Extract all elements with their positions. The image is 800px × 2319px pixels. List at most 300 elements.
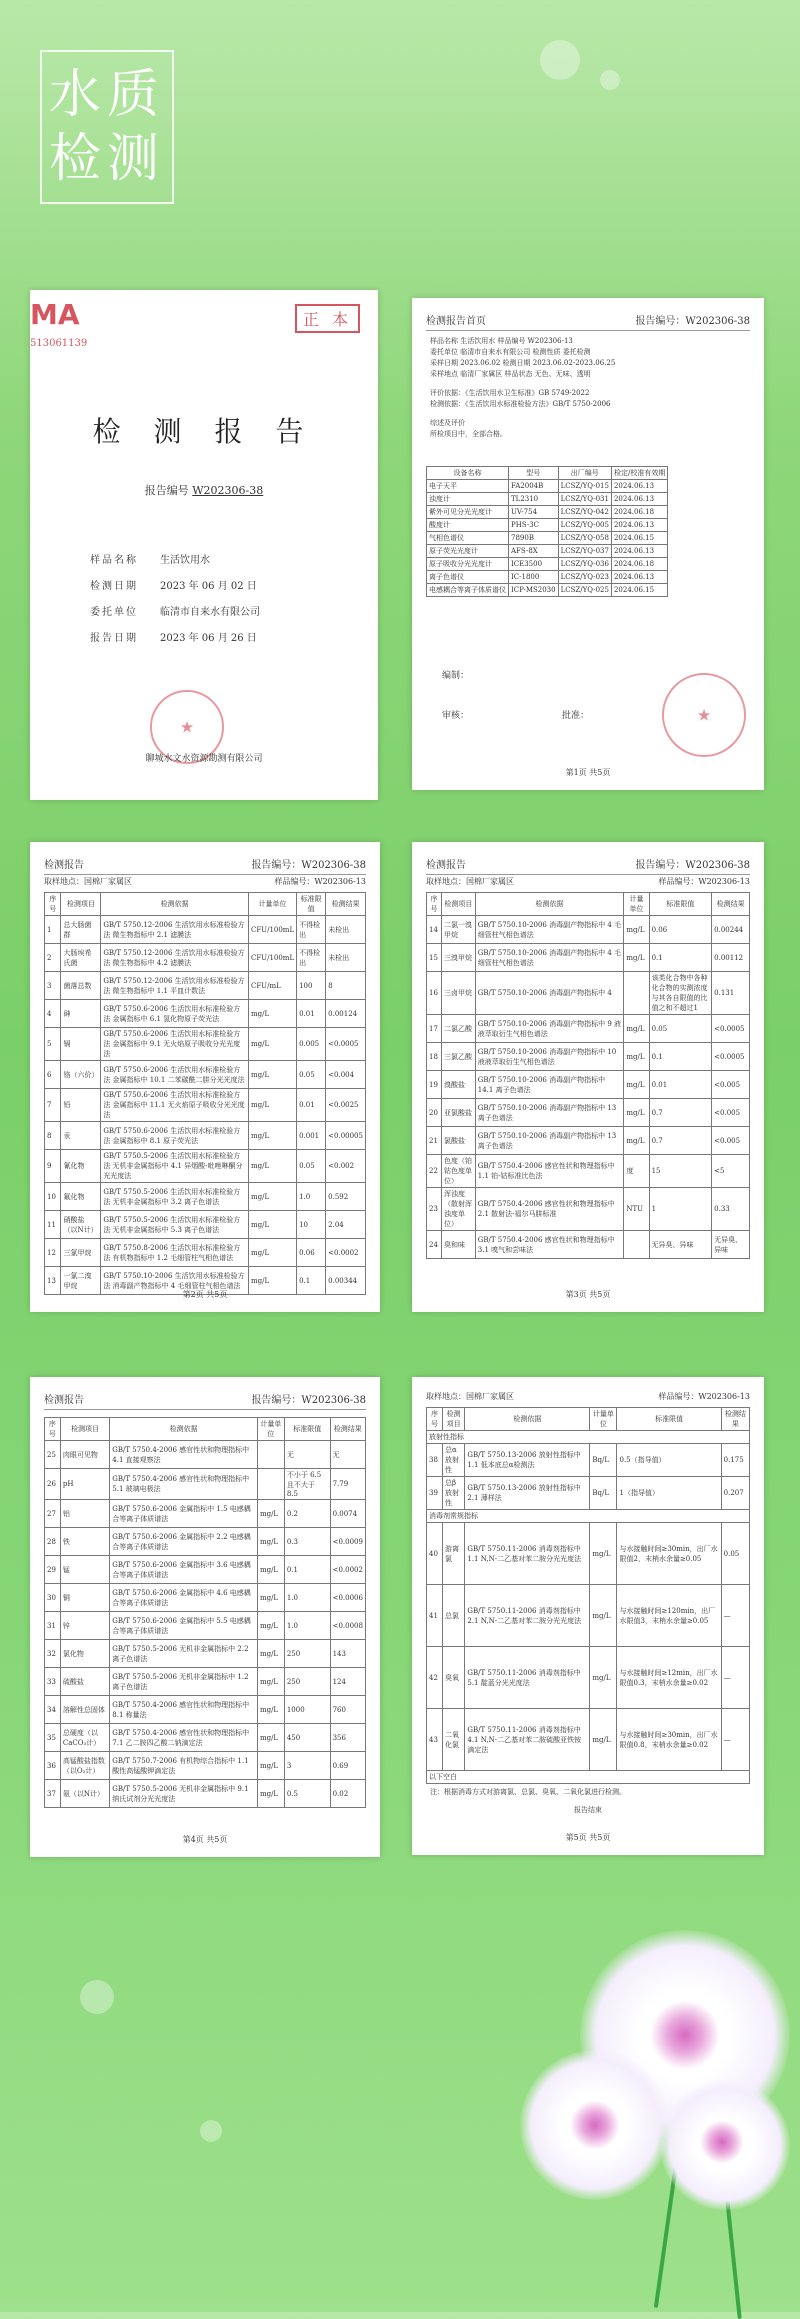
page-number: 第5页 共5页	[565, 1833, 611, 1842]
table-cell: mg/L	[257, 1780, 284, 1808]
table-cell: 原子荧光光度计	[427, 545, 509, 558]
table-cell: 4	[45, 1000, 61, 1028]
table-cell: 39	[427, 1477, 443, 1510]
table-cell: 34	[45, 1696, 61, 1724]
table-cell: <0.005	[712, 1099, 750, 1127]
table-cell: 总β放射性	[442, 1477, 464, 1510]
header-left: 检测报告	[44, 860, 84, 871]
table-row	[45, 1469, 366, 1500]
table-cell: GB/T 5750.7-2006 有机物综合指标中 1.1 酸性高锰酸钾滴定法	[110, 1752, 258, 1780]
table-cell: 0.06	[649, 916, 712, 944]
table-cell: <0.004	[326, 1061, 366, 1089]
cma-number: 513061139	[30, 338, 88, 349]
table-cell: 0.3	[284, 1528, 330, 1556]
table-cell: mg/L	[248, 1061, 296, 1089]
title-line1: 水质	[48, 65, 165, 125]
table-cell: 2024.06.13	[611, 571, 667, 584]
table-cell: LCSZ/YQ-015	[558, 480, 611, 493]
table-cell: —	[721, 1647, 749, 1709]
table-row	[45, 944, 366, 972]
table-cell: GB/T 5750.6-2006 生活饮用水标准检验方法 金属指标中 10.1 二苯碳酰二肼分光光度法	[101, 1061, 249, 1089]
table-row	[427, 1127, 750, 1155]
table-cell: 356	[330, 1724, 365, 1752]
table-cell	[624, 972, 649, 1015]
table-header: 标准限值	[284, 1418, 330, 1441]
cover-info-row	[90, 574, 260, 600]
table-cell: GB/T 5750.5-2006 生活饮用水标准检验方法 无机非金属指标中 3.2 离子色谱法	[101, 1183, 249, 1211]
table-cell: 0.1	[649, 1043, 712, 1071]
table-cell: mg/L	[257, 1696, 284, 1724]
table-cell: 0.33	[712, 1188, 750, 1231]
table-cell: pH	[60, 1469, 109, 1500]
table-cell: 0.5	[284, 1780, 330, 1808]
table-cell: —	[721, 1585, 749, 1647]
equipment-body	[427, 480, 668, 597]
sub-left: 取样地点：国棉厂家属区	[426, 877, 514, 886]
table-cell: 镉	[61, 1028, 101, 1061]
table-cell: 溶解性总固体	[60, 1696, 109, 1724]
table-cell: mg/L	[248, 1267, 296, 1295]
table-cell: Bq/L	[590, 1444, 617, 1477]
table-row	[45, 1000, 366, 1028]
table-cell: 不得检出	[297, 944, 326, 972]
table-cell: 13	[45, 1267, 61, 1295]
table-cell: LCSZ/YQ-025	[558, 584, 611, 597]
table-row	[427, 519, 668, 532]
table-cell: GB/T 5750.5-2006 生活饮用水标准检验方法 无机非金属指标中 5.3 离子色谱法	[101, 1211, 249, 1239]
table-cell: LCSZ/YQ-031	[558, 493, 611, 506]
table-cell: 0.05	[649, 1015, 712, 1043]
table-header: 计量单位	[257, 1418, 284, 1441]
table-header: 标准限值	[649, 893, 712, 916]
table-cell: 33	[45, 1668, 61, 1696]
table-cell: 3	[284, 1752, 330, 1780]
table-cell	[624, 1231, 649, 1259]
cover-info-row	[90, 626, 260, 652]
table-row	[427, 1647, 750, 1709]
table-cell: 23	[427, 1188, 442, 1231]
table-cell: 28	[45, 1528, 61, 1556]
table-row	[427, 1444, 750, 1477]
table-row	[427, 1188, 750, 1231]
table-cell: GB/T 5750.4-2006 感官性状和物理指标中 8.1 称量法	[110, 1696, 258, 1724]
table-cell: 1000	[284, 1696, 330, 1724]
section-label: 消毒剂常规指标	[427, 1510, 750, 1523]
table-header: 检测项目	[441, 893, 475, 916]
table-cell: <0.005	[712, 1071, 750, 1099]
table-cell: 铜	[60, 1584, 109, 1612]
table-cell: 0.131	[712, 972, 750, 1015]
table-cell: mg/L	[257, 1556, 284, 1584]
table-header-row	[45, 1418, 366, 1441]
table-cell: 1（指导值）	[617, 1477, 721, 1510]
table-cell: 18	[427, 1043, 442, 1071]
bubble-decoration	[600, 70, 620, 90]
table-cell: LCSZ/YQ-036	[558, 558, 611, 571]
info-key: 检测日期	[90, 581, 138, 592]
table-cell: GB/T 5750.10-2006 消毒副产物指标中 13 离子色谱法	[475, 1099, 624, 1127]
table-row	[45, 1441, 366, 1469]
table-cell: —	[721, 1709, 749, 1771]
table-header: 出厂编号	[558, 467, 611, 480]
table-row	[45, 1780, 366, 1808]
table-header: 序号	[45, 1418, 61, 1441]
table-cell: 氯酸盐	[441, 1127, 475, 1155]
table-header: 检测结果	[721, 1408, 749, 1431]
table-cell: 0.175	[721, 1444, 749, 1477]
table-header: 计量单位	[624, 893, 649, 916]
table-row	[427, 1585, 750, 1647]
table-header: 序号	[427, 1408, 443, 1431]
table-cell	[257, 1469, 284, 1500]
table-cell: 3	[45, 972, 61, 1000]
table-cell: 硫酸盐	[60, 1668, 109, 1696]
header-right: 报告编号：W202306-38	[251, 860, 366, 871]
table-cell: UV-754	[509, 506, 559, 519]
table-cell: 2024.06.18	[611, 506, 667, 519]
table-row	[427, 558, 668, 571]
sign-approver: 批准：	[562, 711, 590, 721]
table-cell: mg/L	[257, 1528, 284, 1556]
table-cell: 19	[427, 1071, 442, 1099]
conclusion: 所检项目中，全部合格。	[430, 430, 507, 438]
bubble-decoration	[540, 40, 580, 80]
section-row	[427, 1510, 750, 1523]
page-number: 第1页 共5页	[565, 768, 611, 777]
table-cell: mg/L	[257, 1668, 284, 1696]
table-cell: AFS-8X	[509, 545, 559, 558]
cover-info-row	[90, 548, 260, 574]
table-cell: 31	[45, 1612, 61, 1640]
table-row	[45, 1089, 366, 1122]
table-cell: GB/T 5750.5-2006 无机非金属指标中 1.2 离子色谱法	[110, 1668, 258, 1696]
report-cover-page	[30, 290, 378, 800]
table-cell: 7	[45, 1089, 61, 1122]
sample-info	[430, 336, 615, 440]
table-cell: 未检出	[326, 916, 366, 944]
title-banner	[40, 50, 174, 204]
table-cell: 2024.06.15	[611, 532, 667, 545]
table-cell: GB/T 5750.6-2006 生活饮用水标准检验方法 金属指标中 6.1 氢化物原子荧光法	[101, 1000, 249, 1028]
table-cell: 250	[284, 1668, 330, 1696]
table-cell: 0.01	[297, 1089, 326, 1122]
header-left: 检测报告首页	[426, 316, 486, 327]
table-cell: 紫外可见分光光度计	[427, 506, 509, 519]
results-table	[44, 892, 366, 1295]
table-cell: GB/T 5750.4-2006 感官性状和物理指标中 5.1 玻璃电极法	[110, 1469, 258, 1500]
table-cell: 0.01	[649, 1071, 712, 1099]
table-cell: 10	[297, 1211, 326, 1239]
table-cell: 0.1	[297, 1267, 326, 1295]
header-left: 检测报告	[44, 1395, 84, 1406]
table-header-row	[427, 1408, 750, 1431]
report-no-label: 报告编号	[144, 484, 189, 497]
table-cell: 氟化物	[61, 1183, 101, 1211]
table-cell: mg/L	[248, 1000, 296, 1028]
table-cell: 肉眼可见物	[60, 1441, 109, 1469]
section-label: 以下空白	[427, 1771, 750, 1784]
table-cell: IC-1800	[509, 571, 559, 584]
table-cell: ICP-MS2030	[509, 584, 559, 597]
table-row	[427, 1709, 750, 1771]
table-cell: 42	[427, 1647, 443, 1709]
table-cell: GB/T 5750.10-2006 消毒副产物指标中 13 离子色谱法	[475, 1127, 624, 1155]
table-cell: GB/T 5750.6-2006 金属指标中 5.5 电感耦合等离子体质谱法	[110, 1612, 258, 1640]
sign-compiler: 编制：	[442, 671, 470, 681]
table-cell: 与水接触时间≥30min，出厂水限值0.8，末梢水余量≥0.02	[617, 1709, 721, 1771]
table-header: 计量单位	[248, 893, 296, 916]
table-cell: 14	[427, 916, 442, 944]
table-cell: 2	[45, 944, 61, 972]
table-row	[45, 1640, 366, 1668]
evaluation-basis: 评价依据：《生活饮用水卫生标准》GB 5749-2022	[430, 389, 590, 397]
table-cell: mg/L	[257, 1752, 284, 1780]
table-cell: 大肠埃希氏菌	[61, 944, 101, 972]
table-row	[45, 1122, 366, 1150]
table-cell: 32	[45, 1640, 61, 1668]
table-cell: 硝酸盐（以N计）	[61, 1211, 101, 1239]
report-page-3	[412, 842, 764, 1312]
table-cell: 一氯二溴甲烷	[61, 1267, 101, 1295]
table-cell: GB/T 5750.4-2006 感官性状和物理指标中 2.1 散射法-福尔马肼标准	[475, 1188, 624, 1231]
table-row	[45, 1528, 366, 1556]
table-cell: 0.7	[649, 1127, 712, 1155]
table-cell: 0.05	[297, 1150, 326, 1183]
table-cell: mg/L	[590, 1647, 617, 1709]
table-cell: 与水接触时间≥120min，出厂水限值3，末梢水余量≥0.05	[617, 1585, 721, 1647]
table-cell: LCSZ/YQ-058	[558, 532, 611, 545]
table-cell: <0.0025	[326, 1089, 366, 1122]
table-cell: mg/L	[624, 916, 649, 944]
table-cell: 15	[427, 944, 442, 972]
info-line: 采样日期 2023.06.02 检测日期 2023.06.02-2023.06.25	[430, 359, 616, 367]
table-cell: 0.02	[330, 1780, 365, 1808]
table-cell: 0.592	[326, 1183, 366, 1211]
header-right: 报告编号：W202306-38	[251, 1395, 366, 1406]
table-row	[45, 1752, 366, 1780]
table-cell: 0.00344	[326, 1267, 366, 1295]
table-cell: GB/T 5750.11-2006 消毒剂指标中 1.1 N,N-二乙基对苯二胺分光光度法	[465, 1523, 590, 1585]
info-key: 委托单位	[90, 607, 138, 618]
table-row	[427, 493, 668, 506]
table-row	[427, 1071, 750, 1099]
table-cell: GB/T 5750.10-2006 消毒副产物指标中 9 液液萃取衍生气相色谱法	[475, 1015, 624, 1043]
results-table	[44, 1417, 366, 1808]
table-cell: 41	[427, 1585, 443, 1647]
table-cell: 无异臭、异味	[649, 1231, 712, 1259]
table-header: 检测结果	[712, 893, 750, 916]
table-cell: 2024.06.18	[611, 558, 667, 571]
table-row	[45, 1211, 366, 1239]
table-cell: 总大肠菌群	[61, 916, 101, 944]
table-cell: 总硬度（以CaCO₃计）	[60, 1724, 109, 1752]
table-cell: <0.005	[712, 1127, 750, 1155]
table-row	[45, 1061, 366, 1089]
flower-center	[570, 2100, 620, 2150]
table-cell: 0.7	[649, 1099, 712, 1127]
table-cell: <0.002	[326, 1150, 366, 1183]
table-cell: 度	[624, 1155, 649, 1188]
table-cell: GB/T 5750.4-2006 感官性状和物理指标中 4.1 直接观察法	[110, 1441, 258, 1469]
table-row	[427, 1099, 750, 1127]
table-cell: mg/L	[248, 1089, 296, 1122]
table-cell: 该类化合物中各种化合物的实测浓度与其各自限值的比值之和不超过1	[649, 972, 712, 1015]
table-row	[45, 1239, 366, 1267]
table-cell: GB/T 5750.4-2006 感官性状和物理指标中 3.1 嗅气和尝味法	[475, 1231, 624, 1259]
table-row	[427, 532, 668, 545]
table-cell: 15	[649, 1155, 712, 1188]
table-cell: 菌落总数	[61, 972, 101, 1000]
sub-left: 取样地点：国棉厂家属区	[426, 1392, 514, 1401]
table-cell: 35	[45, 1724, 61, 1752]
table-cell: 不小于 6.5 且不大于 8.5	[284, 1469, 330, 1500]
table-cell: 16	[427, 972, 442, 1015]
table-cell: 0.69	[330, 1752, 365, 1780]
table-cell: 色度（铂钴色度单位）	[441, 1155, 475, 1188]
table-row	[45, 1183, 366, 1211]
table-header: 检测项目	[61, 893, 101, 916]
table-cell: 5	[45, 1028, 61, 1061]
table-cell: 原子吸收分光光度计	[427, 558, 509, 571]
table-cell: mg/L	[590, 1709, 617, 1771]
table-cell: 二氯乙酸	[441, 1015, 475, 1043]
table-cell: GB/T 5750.12-2006 生活饮用水标准检验方法 微生物指标中 2.1 滤膜法	[101, 916, 249, 944]
table-cell: 汞	[61, 1122, 101, 1150]
table-cell: GB/T 5750.12-2006 生活饮用水标准检验方法 微生物指标中 1.1 平皿计数法	[101, 972, 249, 1000]
header-right: 报告编号：W202306-38	[635, 860, 750, 871]
table-cell: <0.0006	[330, 1584, 365, 1612]
table-cell: GB/T 5750.10-2006 消毒副产物指标中 4	[475, 972, 624, 1015]
table-cell: 40	[427, 1523, 443, 1585]
table-cell: 43	[427, 1709, 443, 1771]
table-cell: <0.0005	[712, 1043, 750, 1071]
original-stamp: 正 本	[295, 304, 360, 333]
table-cell: PHS-3C	[509, 519, 559, 532]
table-cell: 0.5（指导值）	[617, 1444, 721, 1477]
table-cell: 二氯一溴甲烷	[441, 916, 475, 944]
table-cell: mg/L	[248, 1122, 296, 1150]
table-row	[45, 1556, 366, 1584]
report-end: 报告结束	[574, 1806, 602, 1814]
table-cell: 臭氧	[442, 1647, 464, 1709]
table-cell: <0.00005	[326, 1122, 366, 1150]
table-cell: 37	[45, 1780, 61, 1808]
title-line2: 检测	[48, 129, 165, 189]
table-cell: GB/T 5750.6-2006 金属指标中 1.5 电感耦合等离子体质谱法	[110, 1500, 258, 1528]
table-cell: 砷	[61, 1000, 101, 1028]
table-cell: CFU/100mL	[248, 944, 296, 972]
table-cell: 100	[297, 972, 326, 1000]
table-cell: 浑浊度（散射浑浊度单位）	[441, 1188, 475, 1231]
section-label: 放射性指标	[427, 1431, 750, 1444]
bubble-decoration	[80, 1980, 114, 2014]
table-cell: 2024.06.13	[611, 519, 667, 532]
table-cell: GB/T 5750.10-2006 生活饮用水标准检验方法 消毒副产物指标中 4 毛细管柱气相色谱法	[101, 1267, 249, 1295]
table-row	[427, 1043, 750, 1071]
cover-company: 聊城水文水资源勘测有限公司	[145, 754, 263, 764]
table-header: 检测依据	[465, 1408, 590, 1431]
table-cell: 0.00112	[712, 944, 750, 972]
table-cell: 臭和味	[441, 1231, 475, 1259]
table-row	[427, 916, 750, 944]
table-cell: GB/T 5750.10-2006 消毒副产物指标中 14.1 离子色谱法	[475, 1071, 624, 1099]
table-cell: 2024.06.13	[611, 493, 667, 506]
table-cell: 1	[649, 1188, 712, 1231]
table-cell: 电子天平	[427, 480, 509, 493]
table-row	[45, 916, 366, 944]
table-cell: 8	[326, 972, 366, 1000]
table-cell: <0.0009	[330, 1528, 365, 1556]
table-row	[427, 1477, 750, 1510]
table-cell: 450	[284, 1724, 330, 1752]
table-cell: 二氧化氯	[442, 1709, 464, 1771]
table-cell: GB/T 5750.5-2006 无机非金属指标中 9.1 纳氏试剂分光光度法	[110, 1780, 258, 1808]
page-subheader	[44, 876, 366, 887]
info-line: 采样地点 临清厂家属区 样品状态 无色、无味、透明	[430, 370, 591, 378]
table-cell: 未检出	[326, 944, 366, 972]
table-cell: 游离氯	[442, 1523, 464, 1585]
table-cell: 铁	[60, 1528, 109, 1556]
table-cell: GB/T 5750.13-2006 放射性指标中 1.1 低本底总α检测法	[465, 1444, 590, 1477]
table-cell: 浊度计	[427, 493, 509, 506]
table-cell: 无	[284, 1441, 330, 1469]
table-cell: 7.79	[330, 1469, 365, 1500]
cover-title: 检 测 报 告	[92, 415, 316, 448]
table-row	[427, 506, 668, 519]
table-cell: LCSZ/YQ-042	[558, 506, 611, 519]
table-cell: ICE3500	[509, 558, 559, 571]
table-header: 序号	[45, 893, 61, 916]
table-cell: 7890B	[509, 532, 559, 545]
table-cell: TL2310	[509, 493, 559, 506]
table-cell: 22	[427, 1155, 442, 1188]
table-cell: 铝	[60, 1500, 109, 1528]
table-header: 标准限值	[617, 1408, 721, 1431]
table-cell: 24	[427, 1231, 442, 1259]
header-right: 报告编号：W202306-38	[635, 316, 750, 327]
table-cell: <0.0002	[326, 1239, 366, 1267]
cover-report-number	[30, 482, 378, 498]
table-cell: FA2004B	[509, 480, 559, 493]
table-cell: CFU/100mL	[248, 916, 296, 944]
table-cell: NTU	[624, 1188, 649, 1231]
table-cell: 1.0	[284, 1612, 330, 1640]
table-cell: 1	[45, 916, 61, 944]
table-cell: GB/T 5750.6-2006 金属指标中 4.6 电感耦合等离子体质谱法	[110, 1584, 258, 1612]
sign-reviewer: 审核：	[442, 711, 470, 721]
info-value: 生活饮用水	[160, 555, 210, 566]
info-line: 委托单位 临清市自来水有限公司 检测性质 委托检测	[430, 348, 591, 356]
table-cell: 0.00124	[326, 1000, 366, 1028]
table-cell: GB/T 5750.5-2006 无机非金属指标中 2.2 离子色谱法	[110, 1640, 258, 1668]
table-cell: 0.1	[649, 944, 712, 972]
table-header: 设备名称	[427, 467, 509, 480]
table-row	[427, 1155, 750, 1188]
table-cell: mg/L	[257, 1612, 284, 1640]
table-cell: mg/L	[257, 1500, 284, 1528]
table-cell: GB/T 5750.11-2006 消毒剂指标中 4.1 N,N-二乙基对苯二胺硫酸亚铁铵滴定法	[465, 1709, 590, 1771]
table-cell: 与水接触时间≥30min，出厂水限值2，末梢水余量≥0.05	[617, 1523, 721, 1585]
table-cell: 29	[45, 1556, 61, 1584]
table-cell: GB/T 5750.10-2006 消毒副产物指标中 4 毛细管柱气相色谱法	[475, 916, 624, 944]
table-row	[427, 584, 668, 597]
table-cell: mg/L	[257, 1724, 284, 1752]
table-header: 标准限值	[297, 893, 326, 916]
sub-right: 样品编号：W202306-13	[274, 877, 366, 886]
table-cell: 2024.06.13	[611, 545, 667, 558]
table-cell: mg/L	[590, 1585, 617, 1647]
table-cell: mg/L	[248, 1028, 296, 1061]
